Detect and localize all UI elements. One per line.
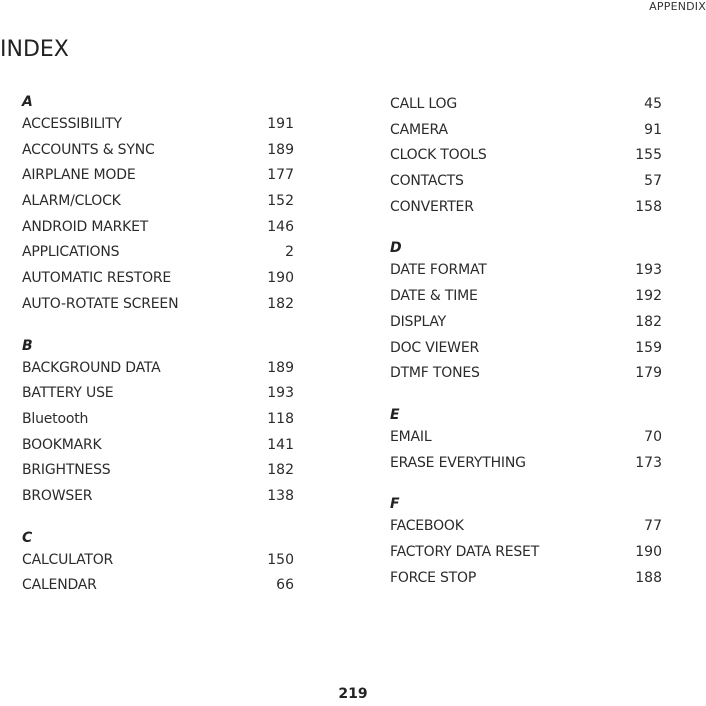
index-entry-page: 182 xyxy=(635,313,662,330)
page-title: INDEX xyxy=(0,37,69,62)
index-entry-page: 182 xyxy=(267,462,294,479)
index-group xyxy=(22,92,294,318)
index-entry xyxy=(390,361,662,387)
index-entry-term: Bluetooth xyxy=(22,410,89,427)
index-group xyxy=(390,92,662,220)
index-entry-page: 179 xyxy=(635,365,662,382)
index-entry-page: 190 xyxy=(635,543,662,560)
index-entry-page: 193 xyxy=(267,385,294,402)
index-entry-page: 146 xyxy=(267,218,294,235)
index-entry-term: DOC VIEWER xyxy=(390,339,479,356)
index-entry xyxy=(22,356,294,382)
index-entry-term: BATTERY USE xyxy=(22,385,114,402)
index-entry-page: 189 xyxy=(267,359,294,376)
index-entry-page: 190 xyxy=(267,270,294,287)
index-entry xyxy=(390,566,662,592)
index-column-right xyxy=(390,92,662,591)
index-entry-page: 77 xyxy=(644,518,662,535)
index-entry-page: 192 xyxy=(635,288,662,305)
index-entry-page: 66 xyxy=(276,577,294,594)
index-group xyxy=(22,336,294,510)
index-entry-term: APPLICATIONS xyxy=(22,244,120,261)
index-entry-term: DATE & TIME xyxy=(390,288,478,305)
index-entry-term: BRIGHTNESS xyxy=(22,462,111,479)
index-entry xyxy=(22,407,294,433)
index-entry xyxy=(390,336,662,362)
index-entry-term: BROWSER xyxy=(22,487,93,504)
index-letter-heading: E xyxy=(390,406,400,423)
index-entry xyxy=(390,425,662,451)
index-group xyxy=(390,405,662,476)
index-entry xyxy=(22,484,294,510)
index-entry-term: FACTORY DATA RESET xyxy=(390,543,540,560)
index-entry xyxy=(390,195,662,221)
index-entry-term: CAMERA xyxy=(390,121,448,138)
index-entry-page: 45 xyxy=(644,96,662,112)
index-entry-term: ACCESSIBILITY xyxy=(22,116,122,132)
index-entry xyxy=(390,451,662,477)
index-entry xyxy=(22,573,294,599)
index-entry-page: 70 xyxy=(644,428,662,445)
index-entry xyxy=(390,169,662,195)
index-entry-page: 159 xyxy=(635,339,662,356)
index-entry xyxy=(22,215,294,241)
index-entry-page: 138 xyxy=(267,487,294,504)
index-entry-term: AUTO-ROTATE SCREEN xyxy=(22,295,179,312)
index-entry-page: 182 xyxy=(267,295,294,312)
index-entry xyxy=(22,381,294,407)
index-entry-page: 2 xyxy=(285,244,294,261)
index-entry-term: CONTACTS xyxy=(390,173,464,190)
index-entry-term: ALARM/CLOCK xyxy=(22,193,121,210)
index-entry-term: DISPLAY xyxy=(390,313,447,330)
index-entry xyxy=(22,266,294,292)
index-entry-page: 158 xyxy=(635,198,662,215)
index-entry-page: 118 xyxy=(267,410,294,427)
index-entry xyxy=(22,292,294,318)
index-entry xyxy=(22,163,294,189)
index-entry-term: AUTOMATIC RESTORE xyxy=(22,270,172,287)
index-entry-term: ANDROID MARKET xyxy=(22,218,149,235)
index-entry xyxy=(390,118,662,144)
index-entry-term: ACCOUNTS & SYNC xyxy=(22,141,155,158)
index-entry xyxy=(22,548,294,574)
index-entry-term: FACEBOOK xyxy=(390,518,464,535)
index-entry-term: DATE FORMAT xyxy=(390,262,487,279)
index-entry-page: 152 xyxy=(267,193,294,210)
index-group xyxy=(390,494,662,591)
section-label: APPENDIX xyxy=(649,0,706,13)
index-entry-page: 191 xyxy=(267,116,294,132)
index-entry-page: 91 xyxy=(644,121,662,138)
index-entry-page: 141 xyxy=(267,436,294,453)
index-entry-term: BACKGROUND DATA xyxy=(22,359,161,376)
index-entry-page: 188 xyxy=(635,569,662,586)
index-column-left xyxy=(22,92,294,599)
index-entry xyxy=(390,92,662,118)
index-entry xyxy=(22,433,294,459)
index-entry-page: 150 xyxy=(267,551,294,568)
index-group xyxy=(390,238,662,386)
index-entry xyxy=(22,458,294,484)
index-entry xyxy=(390,540,662,566)
index-entry-term: CALENDAR xyxy=(22,577,97,594)
index-entry xyxy=(390,143,662,169)
index-entry xyxy=(22,240,294,266)
index-entry xyxy=(22,112,294,138)
index-entry xyxy=(390,258,662,284)
index-entry-page: 173 xyxy=(635,454,662,471)
index-entry-term: DTMF TONES xyxy=(390,365,480,382)
index-entry-term: FORCE STOP xyxy=(390,569,477,586)
index-entry-page: 193 xyxy=(635,262,662,279)
index-letter-heading: C xyxy=(22,529,33,546)
index-letter-heading: D xyxy=(390,240,402,257)
index-entry-page: 155 xyxy=(635,147,662,164)
index-entry-term: EMAIL xyxy=(390,428,432,445)
index-entry-term: CONVERTER xyxy=(390,198,474,215)
index-letter-heading: F xyxy=(390,496,400,513)
index-entry xyxy=(22,189,294,215)
index-group xyxy=(22,528,294,599)
index-entry xyxy=(22,138,294,164)
index-letter-heading: B xyxy=(22,337,33,354)
index-entry-page: 177 xyxy=(267,167,294,184)
index-entry xyxy=(390,514,662,540)
index-entry-term: ERASE EVERYTHING xyxy=(390,454,526,471)
index-letter-heading: A xyxy=(22,94,33,110)
page-number: 219 xyxy=(338,686,368,702)
index-entry xyxy=(390,284,662,310)
index-entry-page: 189 xyxy=(267,141,294,158)
index-entry-term: CLOCK TOOLS xyxy=(390,147,487,164)
index-entry-term: CALCULATOR xyxy=(22,551,114,568)
index-entry-term: BOOKMARK xyxy=(22,436,102,453)
index-entry-term: AIRPLANE MODE xyxy=(22,167,136,184)
index-entry-page: 57 xyxy=(644,173,662,190)
index-entry-term: CALL LOG xyxy=(390,96,457,112)
index-entry xyxy=(390,310,662,336)
